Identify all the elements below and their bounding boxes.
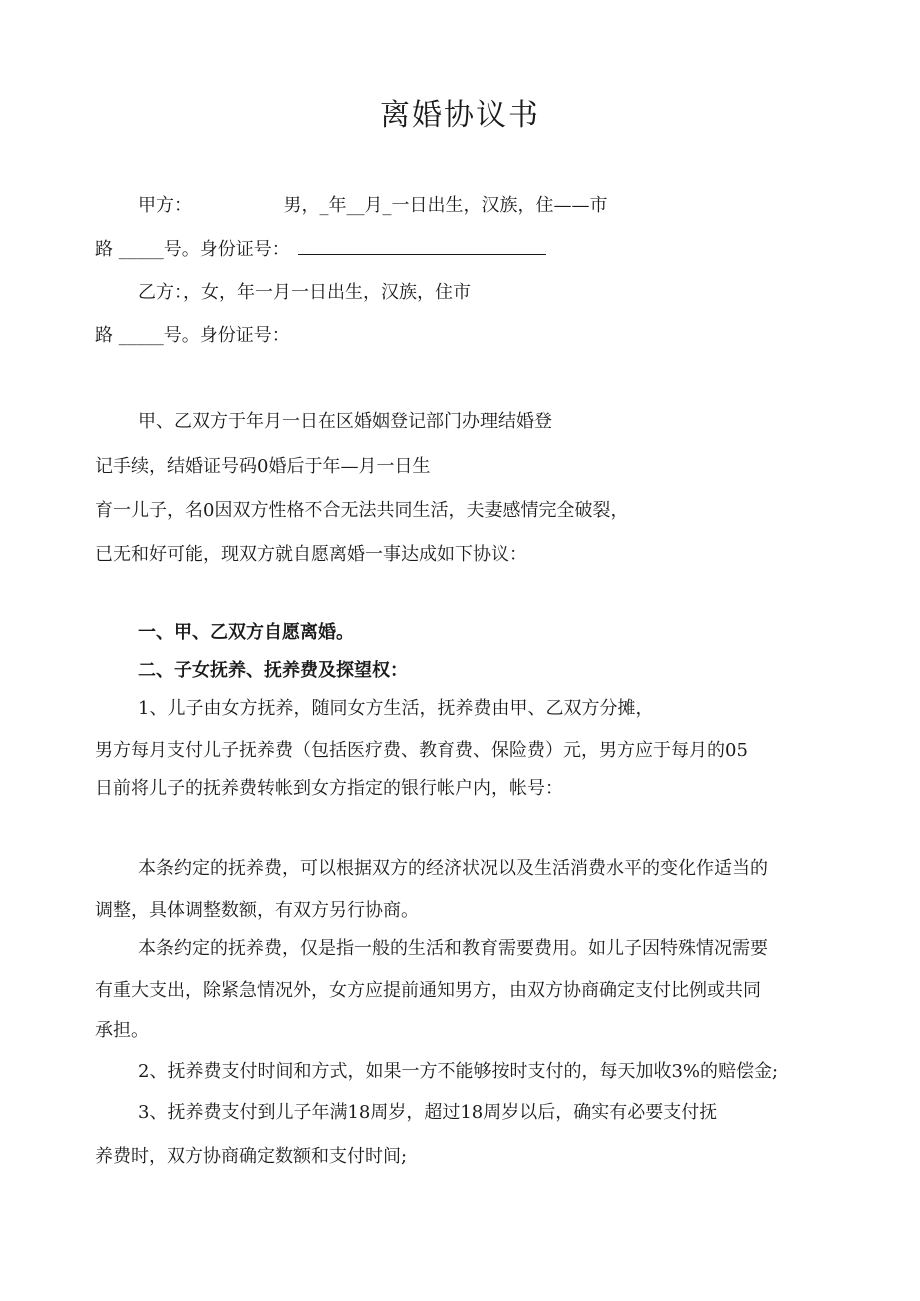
preamble-line-3: 育一儿子，名0因双方性格不合无法共同生活，夫妻感情完全破裂， bbox=[95, 500, 629, 521]
clause-3-line-1: 3、抚养费支付到儿子年满18周岁，超过18周岁以后，确实有必要支付抚 bbox=[138, 1102, 718, 1123]
preamble-line-2: 记手续，结婚证号码0婚后于年—月一日生 bbox=[95, 456, 431, 477]
clause-1-line-2: 男方每月支付儿子抚养费（包括医疗费、教育费、保险费）元，男方应于每月的05 bbox=[95, 740, 748, 761]
para-special-line-2: 有重大支出，除紧急情况外，女方应提前通知男方，由双方协商确定支付比例或共同 bbox=[95, 980, 761, 1001]
party-a-line-2 bbox=[95, 236, 546, 263]
article-2-heading: 二、子女抚养、抚养费及探望权： bbox=[138, 660, 408, 681]
party-a-line-1: 甲方： 男，_年__月_一日出生，汉族，住——市 bbox=[138, 195, 608, 216]
preamble-line-1: 甲、乙双方于年月一日在区婚姻登记部门办理结婚登 bbox=[138, 411, 552, 432]
para-adjust-line-1: 本条约定的抚养费，可以根据双方的经济状况以及生活消费水平的变化作适当的 bbox=[138, 858, 768, 879]
clause-1-line-3: 日前将儿子的抚养费转帐到女方指定的银行帐户内，帐号： bbox=[95, 778, 563, 799]
document-title: 离婚协议书 bbox=[380, 98, 540, 133]
article-1-heading: 一、甲、乙双方自愿离婚。 bbox=[138, 622, 354, 643]
party-b-line-1: 乙方：，女，年一月一日出生，汉族，住市 bbox=[138, 282, 471, 303]
clause-1-line-1: 1、儿子由女方抚养，随同女方生活，抚养费由甲、乙双方分摊， bbox=[138, 698, 654, 719]
clause-3-line-2: 养费时，双方协商确定数额和支付时间; bbox=[95, 1146, 408, 1167]
preamble-line-4: 已无和好可能，现双方就自愿离婚一事达成如下协议： bbox=[95, 544, 527, 565]
clause-2: 2、抚养费支付时间和方式，如果一方不能够按时支付的，每天加收3%的赔偿金; bbox=[138, 1061, 779, 1082]
party-b-line-2: 路 _____号。身份证号： bbox=[95, 325, 290, 346]
party-a-id-blank bbox=[298, 236, 546, 255]
party-a-id-label: 路 _____号。身份证号： bbox=[95, 239, 290, 260]
para-adjust-line-2: 调整，具体调整数额，有双方另行协商。 bbox=[95, 900, 419, 921]
para-special-line-1: 本条约定的抚养费，仅是指一般的生活和教育需要费用。如儿子因特殊情况需要 bbox=[138, 938, 768, 959]
para-special-line-3: 承担。 bbox=[95, 1020, 149, 1041]
